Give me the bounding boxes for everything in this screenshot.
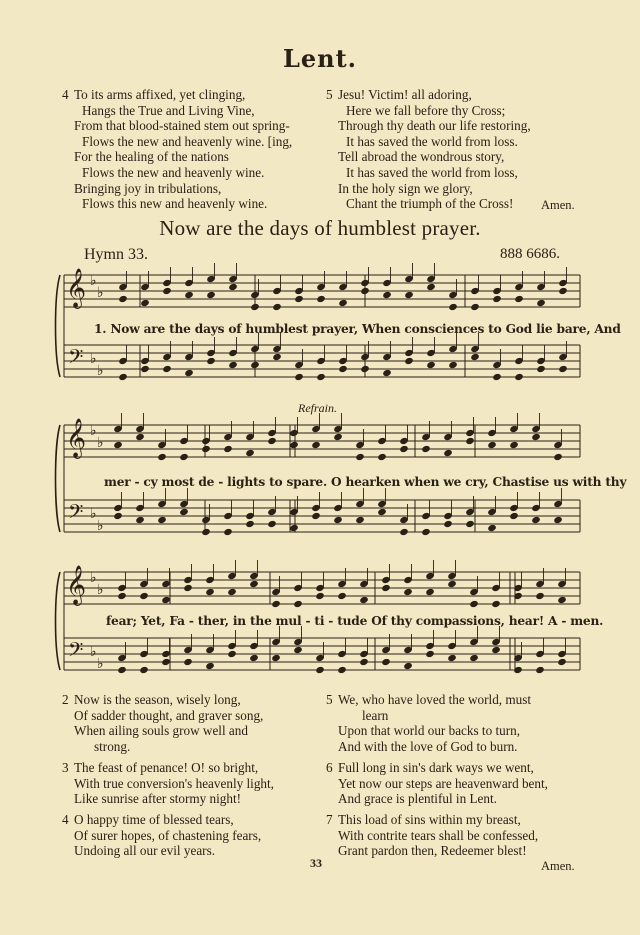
treble-note xyxy=(250,303,260,311)
treble-note xyxy=(135,433,145,441)
bass-note xyxy=(118,373,128,381)
stanza-line: For the healing of the nations xyxy=(74,149,229,165)
bass-note xyxy=(311,512,321,520)
bass-note xyxy=(359,658,369,666)
treble-note xyxy=(377,453,387,461)
bass-note xyxy=(491,646,501,654)
bass-note xyxy=(469,654,479,662)
flat-icon: ♭ xyxy=(97,656,104,672)
flat-icon: ♭ xyxy=(90,506,97,522)
treble-note xyxy=(487,441,497,449)
stanza-number: 5 xyxy=(326,692,333,707)
bass-note xyxy=(337,666,347,674)
stanza-line: And grace is plentiful in Lent. xyxy=(338,791,497,807)
bass-note xyxy=(509,512,519,520)
stanza-line: Of surer hopes, of chastening fears, xyxy=(74,827,262,843)
flat-icon: ♭ xyxy=(97,363,104,379)
treble-note xyxy=(382,291,392,299)
stanza-line: Grant pardon then, Redeemer blest! xyxy=(338,843,527,859)
treble-note xyxy=(267,437,277,445)
treble-note xyxy=(184,291,194,299)
bass-note xyxy=(179,508,189,516)
lyrics-system-2: mer - cy most de - lights to spare. O hearken when we cry, Chastise us with thy xyxy=(104,475,627,489)
treble-note xyxy=(183,584,193,592)
bass-note xyxy=(267,520,277,528)
stanza-line: From that blood-stained stem out spring- xyxy=(74,118,290,134)
bass-note xyxy=(404,357,414,365)
treble-note xyxy=(316,295,326,303)
bass-note xyxy=(531,516,541,524)
treble-note xyxy=(162,287,172,295)
bass-note xyxy=(206,357,216,365)
bass-note xyxy=(426,361,436,369)
bass-note xyxy=(161,658,171,666)
stanza-number: 4 xyxy=(62,87,69,102)
stanza-line: Bringing joy in tribulations, xyxy=(74,180,222,196)
treble-note xyxy=(447,580,457,588)
stanza-6 xyxy=(326,760,548,807)
bass-note xyxy=(403,662,413,670)
treble-note xyxy=(271,600,281,608)
bass-note xyxy=(553,516,563,524)
bass-note xyxy=(245,520,255,528)
stanza-line: Undoing all our evil years. xyxy=(74,843,215,859)
bass-note xyxy=(443,520,453,528)
hymn-title: Now are the days of humblest prayer. xyxy=(159,216,481,240)
bass-note xyxy=(360,365,370,373)
flat-icon: ♭ xyxy=(90,644,97,660)
treble-note xyxy=(289,441,299,449)
stanza-line: And with the love of God to burn. xyxy=(338,738,518,754)
bass-note xyxy=(381,658,391,666)
stanza-line: With true conversion's heavenly light, xyxy=(74,775,274,791)
bass-note xyxy=(487,524,497,532)
stanza-number: 7 xyxy=(326,812,333,827)
bass-clef-icon: 𝄢 xyxy=(68,500,84,528)
stanza-4 xyxy=(62,812,261,859)
treble-note xyxy=(557,596,567,604)
stanza-line: It has saved the world from loss. xyxy=(346,133,518,149)
treble-note xyxy=(161,596,171,604)
treble-note xyxy=(514,295,524,303)
treble-note xyxy=(399,445,409,453)
bass-note xyxy=(272,353,282,361)
bass-note xyxy=(535,666,545,674)
treble-note xyxy=(223,445,233,453)
treble-note xyxy=(355,453,365,461)
bass-note xyxy=(338,365,348,373)
stanza-line: It has saved the world from loss, xyxy=(346,164,518,180)
treble-note xyxy=(421,445,431,453)
stanza-line: Upon that world our backs to turn, xyxy=(338,723,521,739)
amen-top: Amen. xyxy=(541,198,575,212)
bass-note xyxy=(140,365,150,373)
bass-note xyxy=(492,373,502,381)
bass-note xyxy=(421,528,431,536)
stanza-line: Jesu! Victim! all adoring, xyxy=(338,87,472,102)
stanza-line: Yet now our steps are heavenward bent, xyxy=(338,775,548,791)
treble-note xyxy=(117,592,127,600)
stanza-line: Now is the season, wisely long, xyxy=(74,692,241,707)
section-title: Lent. xyxy=(282,44,358,73)
bass-note xyxy=(228,361,238,369)
brace-icon xyxy=(56,425,61,532)
treble-note xyxy=(359,596,369,604)
bass-note xyxy=(117,666,127,674)
treble-clef-icon: 𝄞 xyxy=(66,565,87,605)
treble-note xyxy=(294,295,304,303)
bass-note xyxy=(184,369,194,377)
treble-note xyxy=(311,441,321,449)
treble-note xyxy=(492,295,502,303)
stanza-line: O happy time of blessed tears, xyxy=(74,812,234,827)
bass-note xyxy=(448,361,458,369)
treble-note xyxy=(315,592,325,600)
bass-note xyxy=(470,353,480,361)
treble-note xyxy=(333,433,343,441)
bass-note xyxy=(315,666,325,674)
bass-note xyxy=(399,528,409,536)
flat-icon: ♭ xyxy=(97,435,104,451)
bass-note xyxy=(382,369,392,377)
stanza-number: 3 xyxy=(62,760,69,775)
bass-clef-icon: 𝄢 xyxy=(68,345,84,373)
flat-icon: ♭ xyxy=(90,423,97,439)
hymn-meter: 888 6686. xyxy=(500,246,560,262)
bass-note xyxy=(223,528,233,536)
bass-note xyxy=(316,373,326,381)
stanza-line: Of sadder thought, and graver song, xyxy=(74,707,264,723)
bass-note xyxy=(205,662,215,670)
treble-note xyxy=(558,287,568,295)
bass-note xyxy=(536,365,546,373)
stanza-7 xyxy=(326,812,538,859)
stanza-2 xyxy=(62,692,263,754)
bass-note xyxy=(139,666,149,674)
stanza-line: learn xyxy=(362,707,389,723)
treble-note xyxy=(535,592,545,600)
bass-note xyxy=(113,512,123,520)
treble-note xyxy=(536,299,546,307)
bass-note xyxy=(377,508,387,516)
bass-note xyxy=(135,516,145,524)
flat-icon: ♭ xyxy=(90,570,97,586)
treble-note xyxy=(448,303,458,311)
stanza-line: Like sunrise after stormy night! xyxy=(74,791,242,807)
flat-icon: ♭ xyxy=(90,273,97,289)
stanza-number: 2 xyxy=(62,692,69,707)
bass-note xyxy=(162,365,172,373)
treble-note xyxy=(404,291,414,299)
bass-clef-icon: 𝄢 xyxy=(68,638,84,666)
treble-note xyxy=(381,584,391,592)
treble-note xyxy=(140,299,150,307)
treble-note xyxy=(360,287,370,295)
amen-bottom: Amen. xyxy=(541,859,575,873)
stanza-line: strong. xyxy=(94,738,131,754)
stanza-line: Flows the new and heavenly wine. [ing, xyxy=(82,133,293,149)
stanza-line: We, who have loved the world, must xyxy=(338,692,532,707)
stanza-line: With contrite tears shall be confessed, xyxy=(338,827,539,843)
treble-note xyxy=(426,283,436,291)
bass-note xyxy=(514,373,524,381)
stanza-line: Flows the new and heavenly wine. xyxy=(82,164,265,180)
bass-note xyxy=(293,646,303,654)
stanza-line: Tell abroad the wondrous story, xyxy=(338,149,505,165)
refrain-label: Refrain. xyxy=(298,401,337,415)
treble-note xyxy=(470,303,480,311)
stanza-5 xyxy=(326,692,531,754)
treble-note xyxy=(206,291,216,299)
bass-note xyxy=(557,658,567,666)
treble-note xyxy=(509,441,519,449)
flat-icon: ♭ xyxy=(97,285,104,301)
bass-note xyxy=(183,658,193,666)
treble-note xyxy=(403,588,413,596)
stanza-number: 5 xyxy=(326,87,333,102)
stanza-line: Full long in sin's dark ways we went, xyxy=(338,760,534,775)
treble-note xyxy=(272,303,282,311)
treble-note xyxy=(491,600,501,608)
stanza-line: Here we fall before thy Cross; xyxy=(346,102,506,118)
bass-note xyxy=(333,516,343,524)
bass-note xyxy=(289,524,299,532)
treble-note xyxy=(139,592,149,600)
stanza-line: Hangs the True and Living Vine, xyxy=(82,102,255,118)
bass-note xyxy=(157,516,167,524)
treble-note xyxy=(531,433,541,441)
flat-icon: ♭ xyxy=(97,582,104,598)
lyrics-system-3: fear; Yet, Fa - ther, in the mul - ti - tude Of thy compassions, hear! A - men. xyxy=(106,614,604,628)
treble-note xyxy=(201,445,211,453)
stanza-number: 4 xyxy=(62,812,69,827)
stanza-line: To its arms affixed, yet clinging, xyxy=(74,87,246,102)
brace-icon xyxy=(56,572,61,670)
treble-note xyxy=(228,283,238,291)
treble-note xyxy=(337,592,347,600)
stanza-line: The feast of penance! O! so bright, xyxy=(74,760,259,775)
treble-note xyxy=(245,449,255,457)
bass-note xyxy=(465,520,475,528)
flat-icon: ♭ xyxy=(97,518,104,534)
stanza-line: Chant the triumph of the Cross! xyxy=(346,196,514,212)
bass-note xyxy=(294,373,304,381)
stanza-line: In the holy sign we glory, xyxy=(338,180,473,196)
bass-note xyxy=(355,516,365,524)
stanza-line: Flows this new and heavenly wine. xyxy=(82,196,268,212)
treble-note xyxy=(293,600,303,608)
treble-note xyxy=(179,453,189,461)
bass-note xyxy=(227,650,237,658)
treble-clef-icon: 𝄞 xyxy=(66,268,87,308)
bass-note xyxy=(447,654,457,662)
treble-clef-icon: 𝄞 xyxy=(66,418,87,458)
bass-note xyxy=(201,528,211,536)
stanza-line: Through thy death our life restoring, xyxy=(338,118,531,134)
bass-note xyxy=(425,650,435,658)
brace-icon xyxy=(56,275,61,377)
treble-note xyxy=(227,588,237,596)
treble-note xyxy=(157,453,167,461)
hymn-number: Hymn 33. xyxy=(84,246,148,263)
flat-icon: ♭ xyxy=(90,351,97,367)
treble-note xyxy=(249,580,259,588)
treble-note xyxy=(469,600,479,608)
treble-note xyxy=(425,588,435,596)
lyrics-system-1: 1. Now are the days of humblest prayer, When consciences to God lie bare, And xyxy=(94,322,621,336)
treble-note xyxy=(465,437,475,445)
treble-note xyxy=(338,299,348,307)
treble-note xyxy=(205,588,215,596)
treble-note xyxy=(118,295,128,303)
bass-note xyxy=(250,361,260,369)
stanza-line: When ailing souls grow well and xyxy=(74,723,248,739)
treble-note xyxy=(443,449,453,457)
stanza-number: 6 xyxy=(326,760,333,775)
treble-note xyxy=(113,441,123,449)
bass-note xyxy=(249,654,259,662)
stanza-3 xyxy=(62,760,274,807)
page-number: 33 xyxy=(310,856,322,870)
bass-note xyxy=(271,654,281,662)
treble-note xyxy=(553,453,563,461)
stanza-line: This load of sins within my breast, xyxy=(338,812,521,827)
bass-note xyxy=(558,365,568,373)
